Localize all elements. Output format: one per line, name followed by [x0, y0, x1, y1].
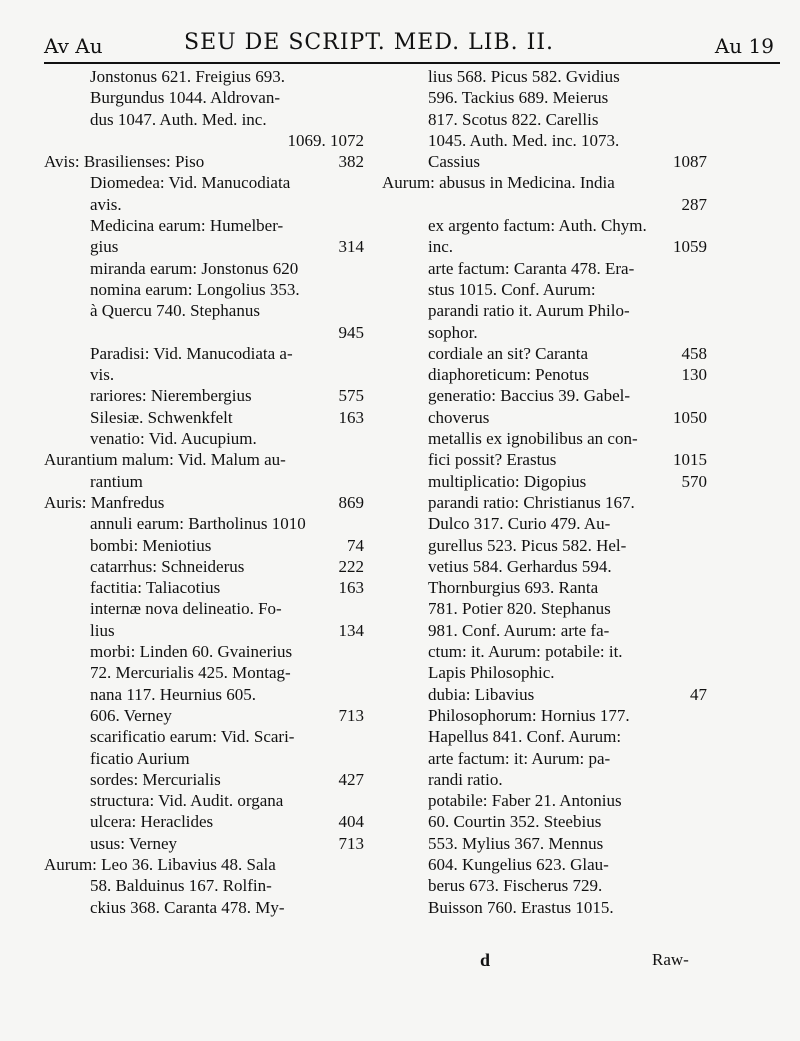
index-line-text: gius [90, 237, 119, 257]
index-line-text: diaphoreticum: Penotus [428, 365, 590, 385]
index-line-text: 553. Mylius 367. Mennus [428, 833, 604, 853]
index-line-text: Lapis Philosophic. [428, 663, 555, 683]
index-line [382, 66, 707, 87]
index-line-page-number: 1069. 1072 [287, 130, 364, 150]
index-line [382, 215, 707, 236]
index-line-text: Diomedea: Vid. Manucodiata [90, 173, 291, 193]
index-line [44, 577, 364, 598]
index-line-text: Philosophorum: Hornius 177. [428, 705, 630, 725]
index-line [382, 726, 707, 747]
index-line-text: scarificatio earum: Vid. Scari- [90, 727, 295, 747]
index-line [44, 322, 364, 343]
index-line [44, 833, 364, 854]
index-line [44, 790, 364, 811]
index-line-text: 604. Kungelius 623. Glau- [428, 854, 609, 874]
index-line-text: ulcera: Heraclides [90, 812, 214, 832]
index-line [44, 300, 364, 321]
left-column [44, 66, 364, 918]
index-line [382, 172, 707, 193]
index-line-text: dubia: Libavius [428, 684, 535, 704]
index-line-text: cordiale an sit? Caranta [428, 343, 589, 363]
index-line [44, 428, 364, 449]
index-line-page-number: 713 [338, 833, 364, 853]
index-line-text: vis. [90, 365, 115, 385]
index-line-text: Avis: Brasilienses: Piso [44, 152, 205, 172]
index-line-page-number: 163 [338, 407, 364, 427]
index-line [382, 577, 707, 598]
index-line [44, 258, 364, 279]
index-line-page-number: 163 [338, 578, 364, 598]
index-line-text: nomina earum: Longolius 353. [90, 279, 300, 299]
index-line [44, 236, 364, 257]
index-line [382, 385, 707, 406]
index-line [382, 428, 707, 449]
index-line [382, 151, 707, 172]
index-line-text: Cassius [428, 152, 480, 172]
index-line [44, 364, 364, 385]
index-line-page-number: 287 [681, 194, 707, 214]
index-line [382, 556, 707, 577]
index-line [44, 875, 364, 896]
index-line-text: potabile: Faber 21. Antonius [428, 791, 622, 811]
index-line [44, 854, 364, 875]
index-line [44, 109, 364, 130]
index-line-page-number: 1050 [673, 407, 707, 427]
index-line-text: fici possit? Erastus [428, 450, 557, 470]
index-line [382, 194, 707, 215]
index-line-text: internæ nova delineatio. Fo- [90, 599, 282, 619]
index-line-text: 60. Courtin 352. Steebius [428, 812, 602, 832]
footer-catchword: Raw- [652, 950, 689, 969]
running-header [44, 30, 780, 60]
index-line-text: Medicina earum: Humelber- [90, 216, 284, 236]
index-line-page-number: 458 [681, 343, 707, 363]
index-line-text: choverus [428, 407, 490, 427]
index-line-text: arte factum: it: Aurum: pa- [428, 748, 611, 768]
index-line [44, 449, 364, 470]
index-line-text: Auris: Manfredus [44, 492, 165, 512]
index-line [382, 684, 707, 705]
index-line [44, 471, 364, 492]
index-line [382, 236, 707, 257]
index-line [44, 130, 364, 151]
index-line [382, 300, 707, 321]
index-line [382, 769, 707, 790]
index-line [382, 897, 707, 918]
index-line-page-number: 130 [681, 365, 707, 385]
index-line [44, 513, 364, 534]
index-line [382, 449, 707, 470]
index-line-text: à Quercu 740. Stephanus [90, 301, 260, 321]
index-line-text: arte factum: Caranta 478. Era- [428, 258, 635, 278]
header-rule [44, 62, 780, 64]
index-line [382, 343, 707, 364]
index-line-text: berus 673. Fischerus 729. [428, 876, 603, 896]
index-line-page-number: 570 [681, 471, 707, 491]
index-line-text: Hapellus 841. Conf. Aurum: [428, 727, 622, 747]
index-line [382, 811, 707, 832]
index-line-text: 817. Scotus 822. Carellis [428, 109, 599, 129]
index-line-text: morbi: Linden 60. Gvainerius [90, 642, 293, 662]
footer-signature: d [480, 950, 491, 970]
index-line [382, 833, 707, 854]
index-line [382, 620, 707, 641]
index-line-page-number: 713 [338, 705, 364, 725]
index-line-text: Paradisi: Vid. Manucodiata a- [90, 343, 293, 363]
index-line-page-number: 575 [338, 386, 364, 406]
index-line [382, 258, 707, 279]
index-line-text: metallis ex ignobilibus an con- [428, 429, 638, 449]
index-line-text: Jonstonus 621. Freigius 693. [90, 67, 286, 86]
index-line [382, 279, 707, 300]
index-line-text: dus 1047. Auth. Med. inc. [90, 109, 267, 129]
index-line [44, 556, 364, 577]
index-line [382, 875, 707, 896]
index-line-text: factitia: Taliacotius [90, 578, 221, 598]
index-line [382, 322, 707, 343]
index-line-text: Aurantium malum: Vid. Malum au- [44, 450, 286, 470]
index-line-page-number: 134 [338, 620, 364, 640]
index-line-text: usus: Verney [90, 833, 178, 853]
index-line-page-number: 74 [347, 535, 364, 555]
index-line-text: avis. [90, 194, 122, 214]
index-line [382, 513, 707, 534]
index-line-text: lius 568. Picus 582. Gvidius [428, 67, 620, 86]
index-line [44, 151, 364, 172]
index-line-text: catarrhus: Schneiderus [90, 556, 245, 576]
index-line-text: sophor. [428, 322, 478, 342]
index-line-text: miranda earum: Jonstonus 620 [90, 258, 299, 278]
index-line [382, 662, 707, 683]
index-line-text: lius [90, 620, 115, 640]
index-line [44, 598, 364, 619]
index-line [44, 705, 364, 726]
index-line [382, 854, 707, 875]
index-line-page-number: 1059 [673, 237, 707, 257]
index-line [44, 726, 364, 747]
index-line-page-number: 869 [338, 492, 364, 512]
index-line-text: multiplicatio: Digopius [428, 471, 587, 491]
index-line-text: ex argento factum: Auth. Chym. [428, 216, 647, 236]
index-line [44, 897, 364, 918]
index-line-text: ficatio Aurium [90, 748, 190, 768]
index-line-text: 596. Tackius 689. Meierus [428, 88, 609, 108]
header-left-guide: Av Au [44, 34, 103, 58]
index-line-text: Dulco 317. Curio 479. Au- [428, 514, 611, 534]
index-line [44, 684, 364, 705]
index-line-text: Buisson 760. Erastus 1015. [428, 897, 614, 917]
index-line-text: 606. Verney [90, 705, 172, 725]
index-line-page-number: 404 [338, 812, 364, 832]
right-column [382, 66, 707, 918]
index-line-text: stus 1015. Conf. Aurum: [428, 279, 596, 299]
index-line-text: bombi: Meniotius [90, 535, 212, 555]
index-line-text: randi ratio. [428, 769, 503, 789]
index-line [382, 471, 707, 492]
index-line-text: inc. [428, 237, 454, 257]
index-line [44, 407, 364, 428]
index-line [44, 343, 364, 364]
index-line [44, 811, 364, 832]
header-right-guide: Au 19 [714, 34, 774, 58]
index-line-page-number: 222 [338, 556, 364, 576]
index-line [382, 130, 707, 151]
index-line-text: vetius 584. Gerhardus 594. [428, 556, 612, 576]
index-line-text: Burgundus 1044. Aldrovan- [90, 88, 280, 108]
index-line [44, 641, 364, 662]
index-line-text: 1045. Auth. Med. inc. 1073. [428, 130, 620, 150]
index-line-text: Aurum: abusus in Medicina. India [382, 173, 615, 193]
index-line-text: gurellus 523. Picus 582. Hel- [428, 535, 627, 555]
index-line [382, 407, 707, 428]
index-line-text: structura: Vid. Audit. organa [90, 791, 284, 811]
index-line-text: generatio: Baccius 39. Gabel- [428, 386, 631, 406]
index-line-text: parandi ratio it. Aurum Philo- [428, 301, 630, 321]
index-line-text: 781. Potier 820. Stephanus [428, 599, 611, 619]
index-line [44, 620, 364, 641]
index-line-text: sordes: Mercurialis [90, 769, 221, 789]
index-line-page-number: 945 [338, 322, 364, 342]
index-line-page-number: 382 [338, 152, 364, 172]
index-line [382, 109, 707, 130]
index-line-text: ckius 368. Caranta 478. My- [90, 897, 285, 917]
index-line [382, 364, 707, 385]
index-line [44, 492, 364, 513]
index-line-text: Thornburgius 693. Ranta [428, 578, 599, 598]
header-title: SEU DE SCRIPT. MED. LIB. II. [184, 30, 554, 55]
index-line [382, 87, 707, 108]
index-line-text: Aurum: Leo 36. Libavius 48. Sala [44, 854, 276, 874]
index-line [382, 641, 707, 662]
index-line [44, 66, 364, 87]
index-line-page-number: 427 [338, 769, 364, 789]
index-line-text: 72. Mercurialis 425. Montag- [90, 663, 291, 683]
index-line-page-number: 1015 [673, 450, 707, 470]
index-line [44, 194, 364, 215]
index-line [44, 279, 364, 300]
index-line [382, 790, 707, 811]
index-line-text: Silesiæ. Schwenkfelt [90, 407, 233, 427]
index-line [382, 535, 707, 556]
index-line-text: nana 117. Heurnius 605. [90, 684, 257, 704]
index-line [44, 748, 364, 769]
index-line [44, 535, 364, 556]
index-line [382, 492, 707, 513]
index-line [44, 87, 364, 108]
index-line-text: rariores: Nierembergius [90, 386, 252, 406]
index-line [44, 385, 364, 406]
index-line-text: 58. Balduinus 167. Rolfin- [90, 876, 272, 896]
index-line [44, 769, 364, 790]
index-line [382, 598, 707, 619]
index-line [382, 748, 707, 769]
index-line-text: parandi ratio: Christianus 167. [428, 492, 635, 512]
index-line-text: annuli earum: Bartholinus 1010 [90, 514, 306, 534]
index-line-page-number: 47 [690, 684, 707, 704]
index-line-page-number: 314 [338, 237, 364, 257]
index-line-text: rantium [90, 471, 143, 491]
index-line-page-number: 1087 [673, 152, 707, 172]
index-line-text: ctum: it. Aurum: potabile: it. [428, 642, 623, 662]
index-line [44, 172, 364, 193]
index-line [44, 215, 364, 236]
index-line [382, 705, 707, 726]
index-line [44, 662, 364, 683]
index-line-text: 981. Conf. Aurum: arte fa- [428, 620, 610, 640]
index-line-text: venatio: Vid. Aucupium. [90, 429, 257, 449]
